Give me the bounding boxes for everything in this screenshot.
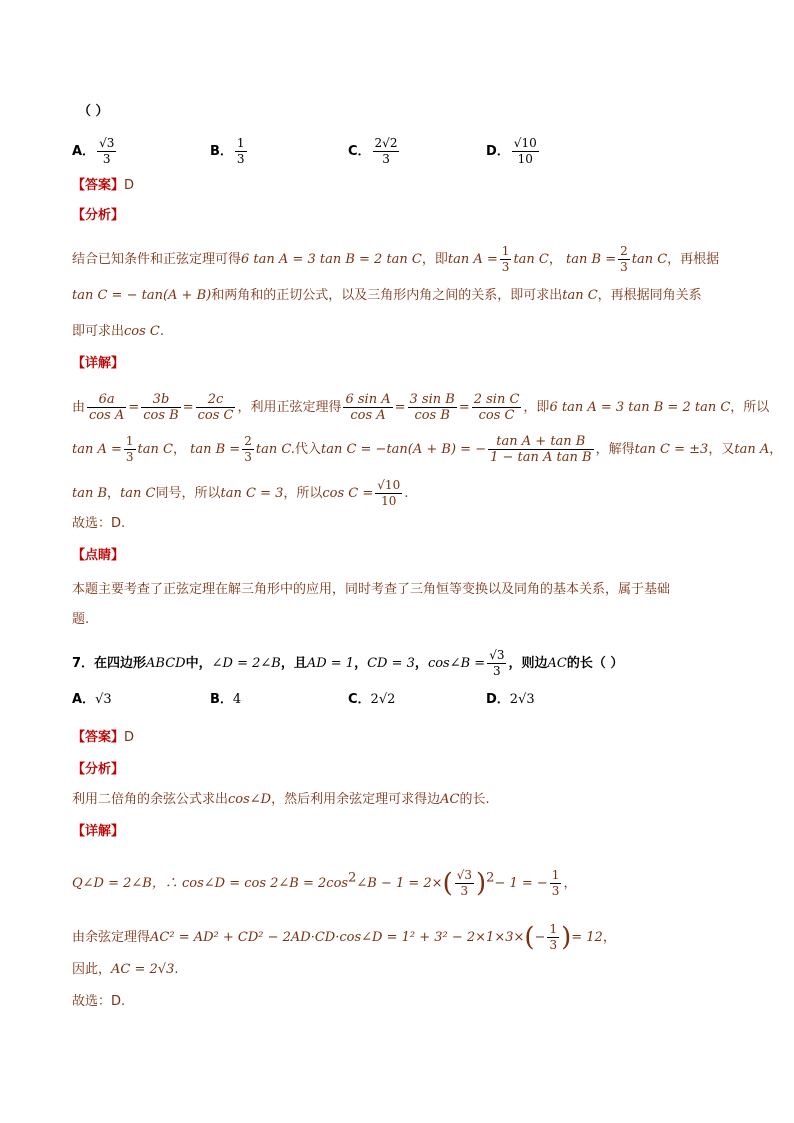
math: AC <box>440 792 460 807</box>
q7-option-b <box>210 690 241 710</box>
math: tan B = <box>186 442 241 457</box>
text: 代入 <box>294 442 321 457</box>
q6-option-c <box>348 136 401 167</box>
option-fraction: $\frac{√3}{3}$ <box>99 136 115 166</box>
math: Q∠D = 2∠B，∴ cos∠D = cos 2∠B = 2cos <box>72 876 349 891</box>
q6-analysis-line2 <box>72 286 702 306</box>
q6-detail-tag: 【详解】 <box>72 356 125 371</box>
q6-comment-line2: 题. <box>72 612 90 627</box>
math: 6 tan A = 3 tan B = 2 tan C <box>241 252 422 267</box>
option-fraction: $\frac{1}{3}$ <box>236 136 245 166</box>
answer-value: D <box>124 178 135 193</box>
text: ，又 <box>708 442 735 457</box>
q7-option-a <box>72 690 112 710</box>
text: ，利用正弦定理得 <box>237 400 342 415</box>
text: ，即 <box>523 400 550 415</box>
q6-answer <box>72 176 134 196</box>
fraction: $\frac{√10}{10}$ <box>377 478 401 508</box>
math: tan C = − tan(A + B) <box>72 288 212 303</box>
option-value: √3 <box>95 692 112 707</box>
text: ，再根据 <box>667 252 720 267</box>
option-fraction: $\frac{√10}{10}$ <box>513 136 537 166</box>
math: ABCD <box>146 656 186 671</box>
text: ， <box>414 656 428 671</box>
text: ，解得 <box>595 442 635 457</box>
text: 利用二倍角的余弦公式求出 <box>72 792 229 807</box>
text: 因此， <box>72 962 112 977</box>
text: ， <box>602 930 616 945</box>
math: − 1 = − <box>494 876 548 891</box>
text: ，则边 <box>508 656 548 671</box>
fraction: $\frac{\text{3 sin B}}{\text{cos B}}$ <box>409 392 455 423</box>
text: 由余弦定理得 <box>72 930 151 945</box>
fraction: $\frac{1}{3}$ <box>549 922 558 952</box>
q7-stem <box>72 648 623 679</box>
q6-comment-tag: 【点睛】 <box>72 548 125 563</box>
option-value: 2√2 <box>370 692 396 707</box>
text: 同号，所以 <box>155 486 221 501</box>
text: ， <box>354 656 368 671</box>
fraction: $\frac{1}{3}$ <box>125 434 134 464</box>
q6-choose: 故选：D. <box>72 516 126 531</box>
text: 即可求出 <box>72 324 125 339</box>
q7-option-d <box>486 690 535 710</box>
math: tan A <box>734 442 770 457</box>
option-fraction: $\frac{2√2}{3}$ <box>374 136 398 166</box>
q6-option-d <box>486 136 541 167</box>
math: AC = 2√3 <box>111 962 175 977</box>
math: ∠B − 1 = 2× <box>356 876 443 891</box>
math: cos∠B = <box>427 656 486 671</box>
fraction: $\frac{6a}{\text{cos A}}$ <box>89 392 125 423</box>
q6-detail-line2 <box>72 434 782 465</box>
q6-detail-line3: tan B，tan C同号，所以tan C = 3，所以cos C = $\frac{√10}{10}$ . <box>72 478 409 508</box>
option-label: C． <box>348 144 371 159</box>
math: tan C <box>120 486 156 501</box>
text: 的长. <box>459 792 490 807</box>
option-label: A． <box>72 692 96 707</box>
option-label: B． <box>210 144 233 159</box>
math: cos C = <box>322 486 374 501</box>
math: tan A = <box>72 442 122 457</box>
math: tan C = ±3 <box>634 442 709 457</box>
text: ，且 <box>280 656 307 671</box>
math: 6 tan A = 3 tan B = 2 tan C <box>549 400 731 415</box>
math: tan C. <box>255 442 295 457</box>
q7-option-c <box>348 690 395 710</box>
q7-choose: 故选：D. <box>72 994 126 1009</box>
math: tan C <box>513 252 549 267</box>
q7-answer <box>72 728 134 748</box>
q7-analysis <box>72 790 490 810</box>
text: 的长（ ） <box>566 656 624 671</box>
text: ， <box>548 252 562 267</box>
fraction: $\frac{2}{3}$ <box>244 434 252 464</box>
q6-analysis-tag: 【分析】 <box>72 208 125 223</box>
answer-tag: 【答案】 <box>72 730 125 745</box>
math: AD = 1 <box>306 656 355 671</box>
text: ，所以 <box>730 400 770 415</box>
text: ， <box>107 486 121 501</box>
option-label: D． <box>486 144 510 159</box>
math: tan C <box>631 252 668 267</box>
q7-detail-line3 <box>72 960 178 980</box>
math: tan C <box>137 442 173 457</box>
fraction: $\frac{1}{3}$ <box>551 868 560 898</box>
math: tan C = −tan(A + B) = − <box>320 442 487 457</box>
text: 7．在四边形 <box>72 656 147 671</box>
fraction: $\frac{1}{3}$ <box>501 244 510 274</box>
math: cos C <box>124 324 160 339</box>
math: AC <box>547 656 567 671</box>
option-value: 2√3 <box>509 692 535 707</box>
q6-option-a <box>72 136 118 167</box>
text: . <box>159 324 165 339</box>
text: 由 <box>72 400 86 415</box>
q6-analysis-line1 <box>72 244 719 275</box>
text: 结合已知条件和正弦定理可得 <box>72 252 242 267</box>
text: ，然后利用余弦定理可求得边 <box>271 792 441 807</box>
text: 中， <box>185 656 212 671</box>
answer-tag: 【答案】 <box>72 178 125 193</box>
math: AC² = AD² + CD² − 2AD·CD·cos∠D = 1² + 3² − 2×1×3× <box>150 930 525 945</box>
text: ， <box>563 876 577 891</box>
text: 和两角和的正切公式，以及三角形内角之间的关系，即可求出 <box>211 288 563 303</box>
q7-detail-tag: 【详解】 <box>72 824 125 839</box>
q7-analysis-tag: 【分析】 <box>72 762 125 777</box>
q6-comment-line1: 本题主要考查了正弦定理在解三角形中的应用，同时考查了三角恒等变换以及同角的基本关系，属于基础 <box>72 582 671 597</box>
text: ， <box>769 442 783 457</box>
math: cos∠D <box>228 792 272 807</box>
q7-detail-line2: 由余弦定理得AC² = AD² + CD² − 2AD·CD·cos∠D = 1² + 3² − 2×1×3×(− $\frac{1}{3}$ )= 12， <box>72 922 616 953</box>
text: ，再根据同角关系 <box>597 288 702 303</box>
answer-value: D <box>124 730 135 745</box>
text: ， <box>172 442 186 457</box>
option-label: C． <box>348 692 371 707</box>
fraction: $\frac{\text{6 sin A}}{\text{cos A}}$ <box>345 392 391 423</box>
q6-option-b <box>210 136 249 167</box>
q6-answer-paren: （ ） <box>78 104 109 119</box>
fraction: $\frac{2}{3}$ <box>620 244 628 274</box>
q6-analysis-line3 <box>72 322 164 342</box>
math: CD = 3 <box>367 656 415 671</box>
math: = 12 <box>571 930 603 945</box>
fraction: $\frac{\text{2 sin C}}{\text{cos C}}$ <box>473 392 520 423</box>
math: ∠D = 2∠B <box>211 656 281 671</box>
fraction: $\frac{2c}{\text{cos C}}$ <box>197 392 234 423</box>
math: tan B = <box>561 252 617 267</box>
option-label: B． <box>210 692 233 707</box>
fraction: $\frac{√3}{3}$ <box>489 648 505 678</box>
text: ，即 <box>421 252 448 267</box>
math: tan C <box>562 288 598 303</box>
option-value: 4 <box>232 692 242 707</box>
q6-detail-line1: 由 $\frac{6a}{\text{cos A}}$ = $\frac{3b}{\text{cos B}}$ = $\frac{2c}{\text{cos C}}$ ，利用正弦定理得 $\frac{\text{6 sin A}}{\text{cos A}}$ = $\frac{\text{3 sin B}}{\text{cos B}}$ = $\frac{\text{2 sin C}}{\text{cos C}}$ ，即6 tan A = 3 tan B = 2 tan C，所以 <box>72 392 770 423</box>
math: tan B <box>72 486 108 501</box>
fraction: $\frac{\text{tan A + tan B}}{\text{1 − tan A tan B}}$ <box>490 434 592 465</box>
text: ，所以 <box>283 486 323 501</box>
text: . <box>174 962 179 977</box>
q7-detail-line1: Q∠D = 2∠B，∴ cos∠D = cos 2∠B = $2\cos^2\angle B - 1 = 2\times$( $\frac{√3}{3}$ )$^2$− 1 = − $\frac{1}{3}$ ， <box>72 868 577 899</box>
option-label: A． <box>72 144 96 159</box>
math: tan C = 3 <box>220 486 284 501</box>
fraction: $\frac{√3}{3}$ <box>456 868 472 898</box>
fraction: $\frac{3b}{\text{cos B}}$ <box>143 392 179 423</box>
option-label: D． <box>486 692 510 707</box>
math: tan A = <box>447 252 498 267</box>
